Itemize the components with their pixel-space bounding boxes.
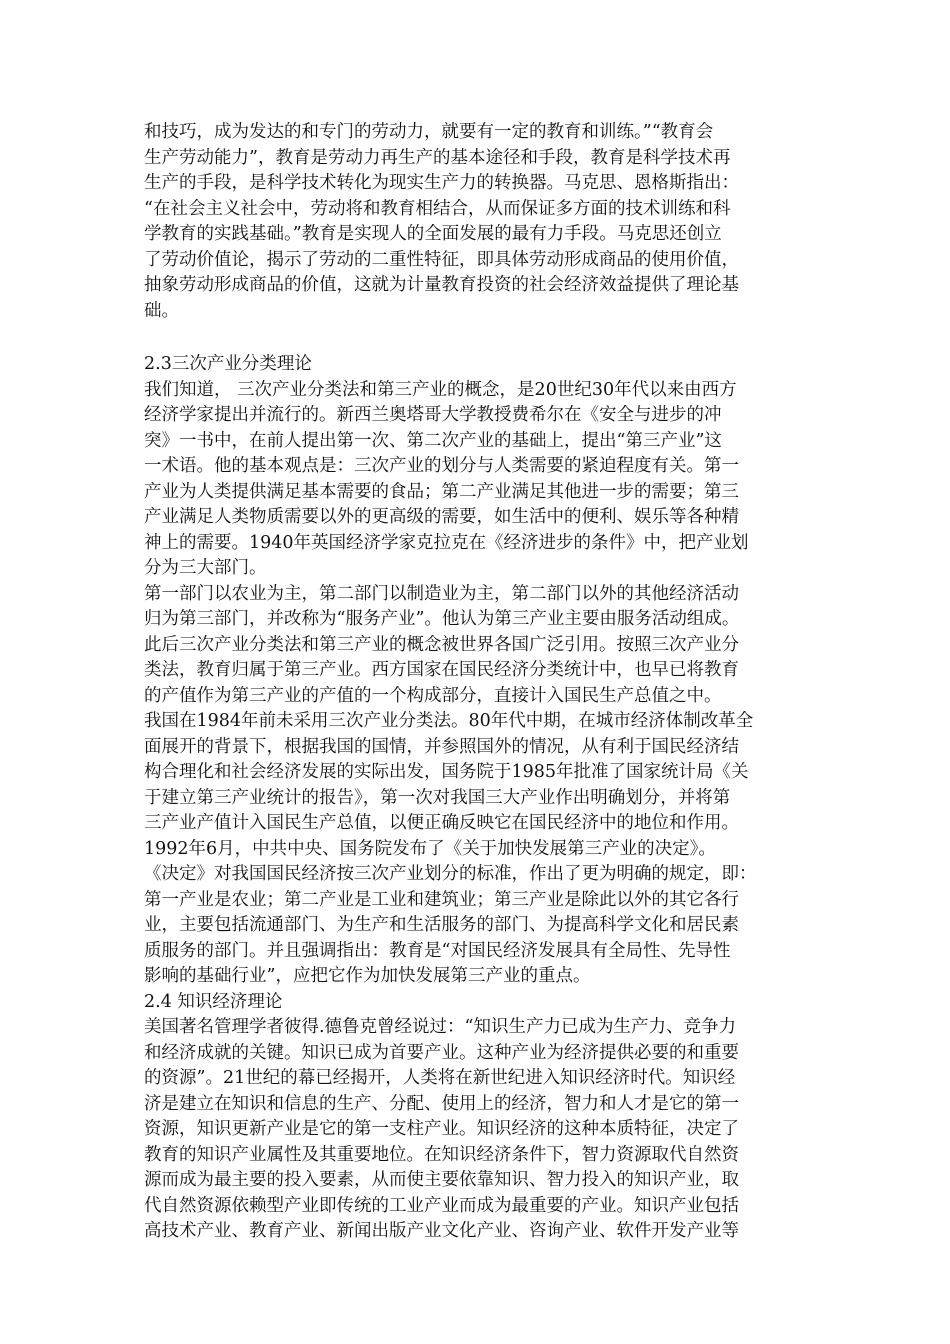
text-line: 产业满足人类物质需要以外的更高级的需要，如生活中的便利、娱乐等各种精 <box>144 507 739 527</box>
text-line: 《决定》对我国国民经济按三次产业划分的标准，作出了更为明确的规定，即： <box>144 864 757 884</box>
text-line: 的产值作为第三产业的产值的一个构成部分，直接计入国民生产总值之中。 <box>144 685 722 706</box>
text-line: 教育的知识产业属性及其重要地位。在知识经济条件下，智力资源取代自然资 <box>144 1144 739 1165</box>
text-line: 突》一书中，在前人提出第一次、第二次产业的基础上，提出“第三产业”这 <box>144 430 722 451</box>
text-line: 资源，知识更新产业是它的第一支柱产业。知识经济的这种本质特征，决定了 <box>144 1119 739 1139</box>
text-line: 归为第三部门，并改称为“服务产业”。他认为第三产业主要由服务活动组成。 <box>144 609 740 629</box>
text-line: 经济学家提出并流行的。新西兰奥塔哥大学教授费希尔在《安全与进步的冲 <box>144 405 722 425</box>
text-line: 础。 <box>144 300 179 321</box>
text-line: 源而成为最主要的投入要素，从而使主要依靠知识、智力投入的知识产业，取 <box>144 1170 739 1190</box>
text-line: 神上的需要。1940年英国经济学家克拉克在《经济进步的条件》中，把产业划 <box>144 532 749 553</box>
text-line: 三产业产值计入国民生产总值，以便正确反映它在国民经济中的地位和作用。 <box>144 813 739 833</box>
paragraph-knowledge-economy <box>144 1015 806 1245</box>
text-line: 我国在1984年前未采用三次产业分类法。80年代中期，在城市经济体制改革全 <box>144 711 754 731</box>
text-line: 面展开的背景下，根据我国的国情，并参照国外的情况，从有利于国民经济结 <box>144 736 739 757</box>
text-line: 济是建立在知识和信息的生产、分配、使用上的经济，智力和人才是它的第一 <box>144 1093 739 1114</box>
text-line: 类法，教育归属于第三产业。西方国家在国民经济分类统计中，也早已将教育 <box>144 660 739 680</box>
text-line: 于建立第三产业统计的报告》，第一次对我国三大产业作出明确划分，并将第 <box>144 787 731 808</box>
text-line: 和经济成就的关键。知识已成为首要产业。这种产业为经济提供必要的和重要 <box>144 1042 739 1063</box>
text-line: 构合理化和社会经济发展的实际出发，国务院于1985年批准了国家统计局《关 <box>144 762 749 782</box>
text-line: 分为三大部门。 <box>144 558 267 578</box>
text-line: 抽象劳动形成商品的价值，这就为计量教育投资的社会经济效益提供了理论基 <box>144 275 739 295</box>
text-line: 代自然资源依赖型产业即传统的工业产业而成为最重要的产业。知识产业包括 <box>144 1195 739 1216</box>
text-line: 此后三次产业分类法和第三产业的概念被世界各国广泛引用。按照三次产业分 <box>144 634 739 655</box>
text-line: 我们知道， 三次产业分类法和第三产业的概念，是20世纪30年代以来由西方 <box>144 379 737 400</box>
text-line: 和技巧，成为发达的和专门的劳动力，就要有一定的教育和训练。”“教育会 <box>144 122 714 142</box>
text-line: 第一产业是农业；第二产业是工业和建筑业；第三产业是除此以外的其它各行 <box>144 889 739 910</box>
text-line: 业，主要包括流通部门、为生产和生活服务的部门、为提高科学文化和居民素 <box>144 915 739 935</box>
text-line: 产业为人类提供满足基本需要的食品；第二产业满足其他进一步的需要；第三 <box>144 481 739 502</box>
text-line: 1992年6月，中共中央、国务院发布了《关于加快发展第三产业的决定》。 <box>144 838 716 859</box>
text-line: “在社会主义社会中，劳动将和教育相结合，从而保证多方面的技术训练和科 <box>144 198 731 219</box>
text-line: 学教育的实践基础。”教育是实现人的全面发展的最有力手段。马克思还创立 <box>144 224 722 244</box>
text-line: 生产劳动能力”，教育是劳动力再生产的基本途径和手段，教育是科学技术再 <box>144 147 731 168</box>
text-line: 的资源”。21世纪的幕已经揭开，人类将在新世纪进入知识经济时代。知识经 <box>144 1068 736 1088</box>
text-line: 第一部门以农业为主，第二部门以制造业为主，第二部门以外的其他经济活动 <box>144 583 739 604</box>
section-heading-2-4: 2.4 知识经济理论 <box>144 991 283 1012</box>
paragraph-labor-theory <box>144 120 806 324</box>
text-line: 了劳动价值论，揭示了劳动的二重性特征，即具体劳动形成商品的使用价值， <box>144 249 739 270</box>
text-line: 影响的基础行业”，应把它作为加快发展第三产业的重点。 <box>144 966 591 986</box>
text-line: 质服务的部门。并且强调指出：教育是“对国民经济发展具有全局性、先导性 <box>144 940 731 961</box>
paragraph-gap <box>144 324 806 352</box>
section-heading-2-3: 2.3三次产业分类理论 <box>144 354 312 374</box>
text-line: 生产的手段，是科学技术转化为现实生产力的转换器。马克思、恩格斯指出： <box>144 173 739 193</box>
paragraph-three-sectors <box>144 378 806 990</box>
document-page <box>144 120 806 1245</box>
text-line: 一术语。他的基本观点是：三次产业的划分与人类需要的紧迫程度有关。第一 <box>144 456 739 476</box>
text-line: 美国著名管理学者彼得.德鲁克曾经说过：“知识生产力已成为生产力、竞争力 <box>144 1017 737 1037</box>
text-line: 高技术产业、教育产业、新闻出版产业文化产业、咨询产业、软件开发产业等 <box>144 1221 739 1241</box>
